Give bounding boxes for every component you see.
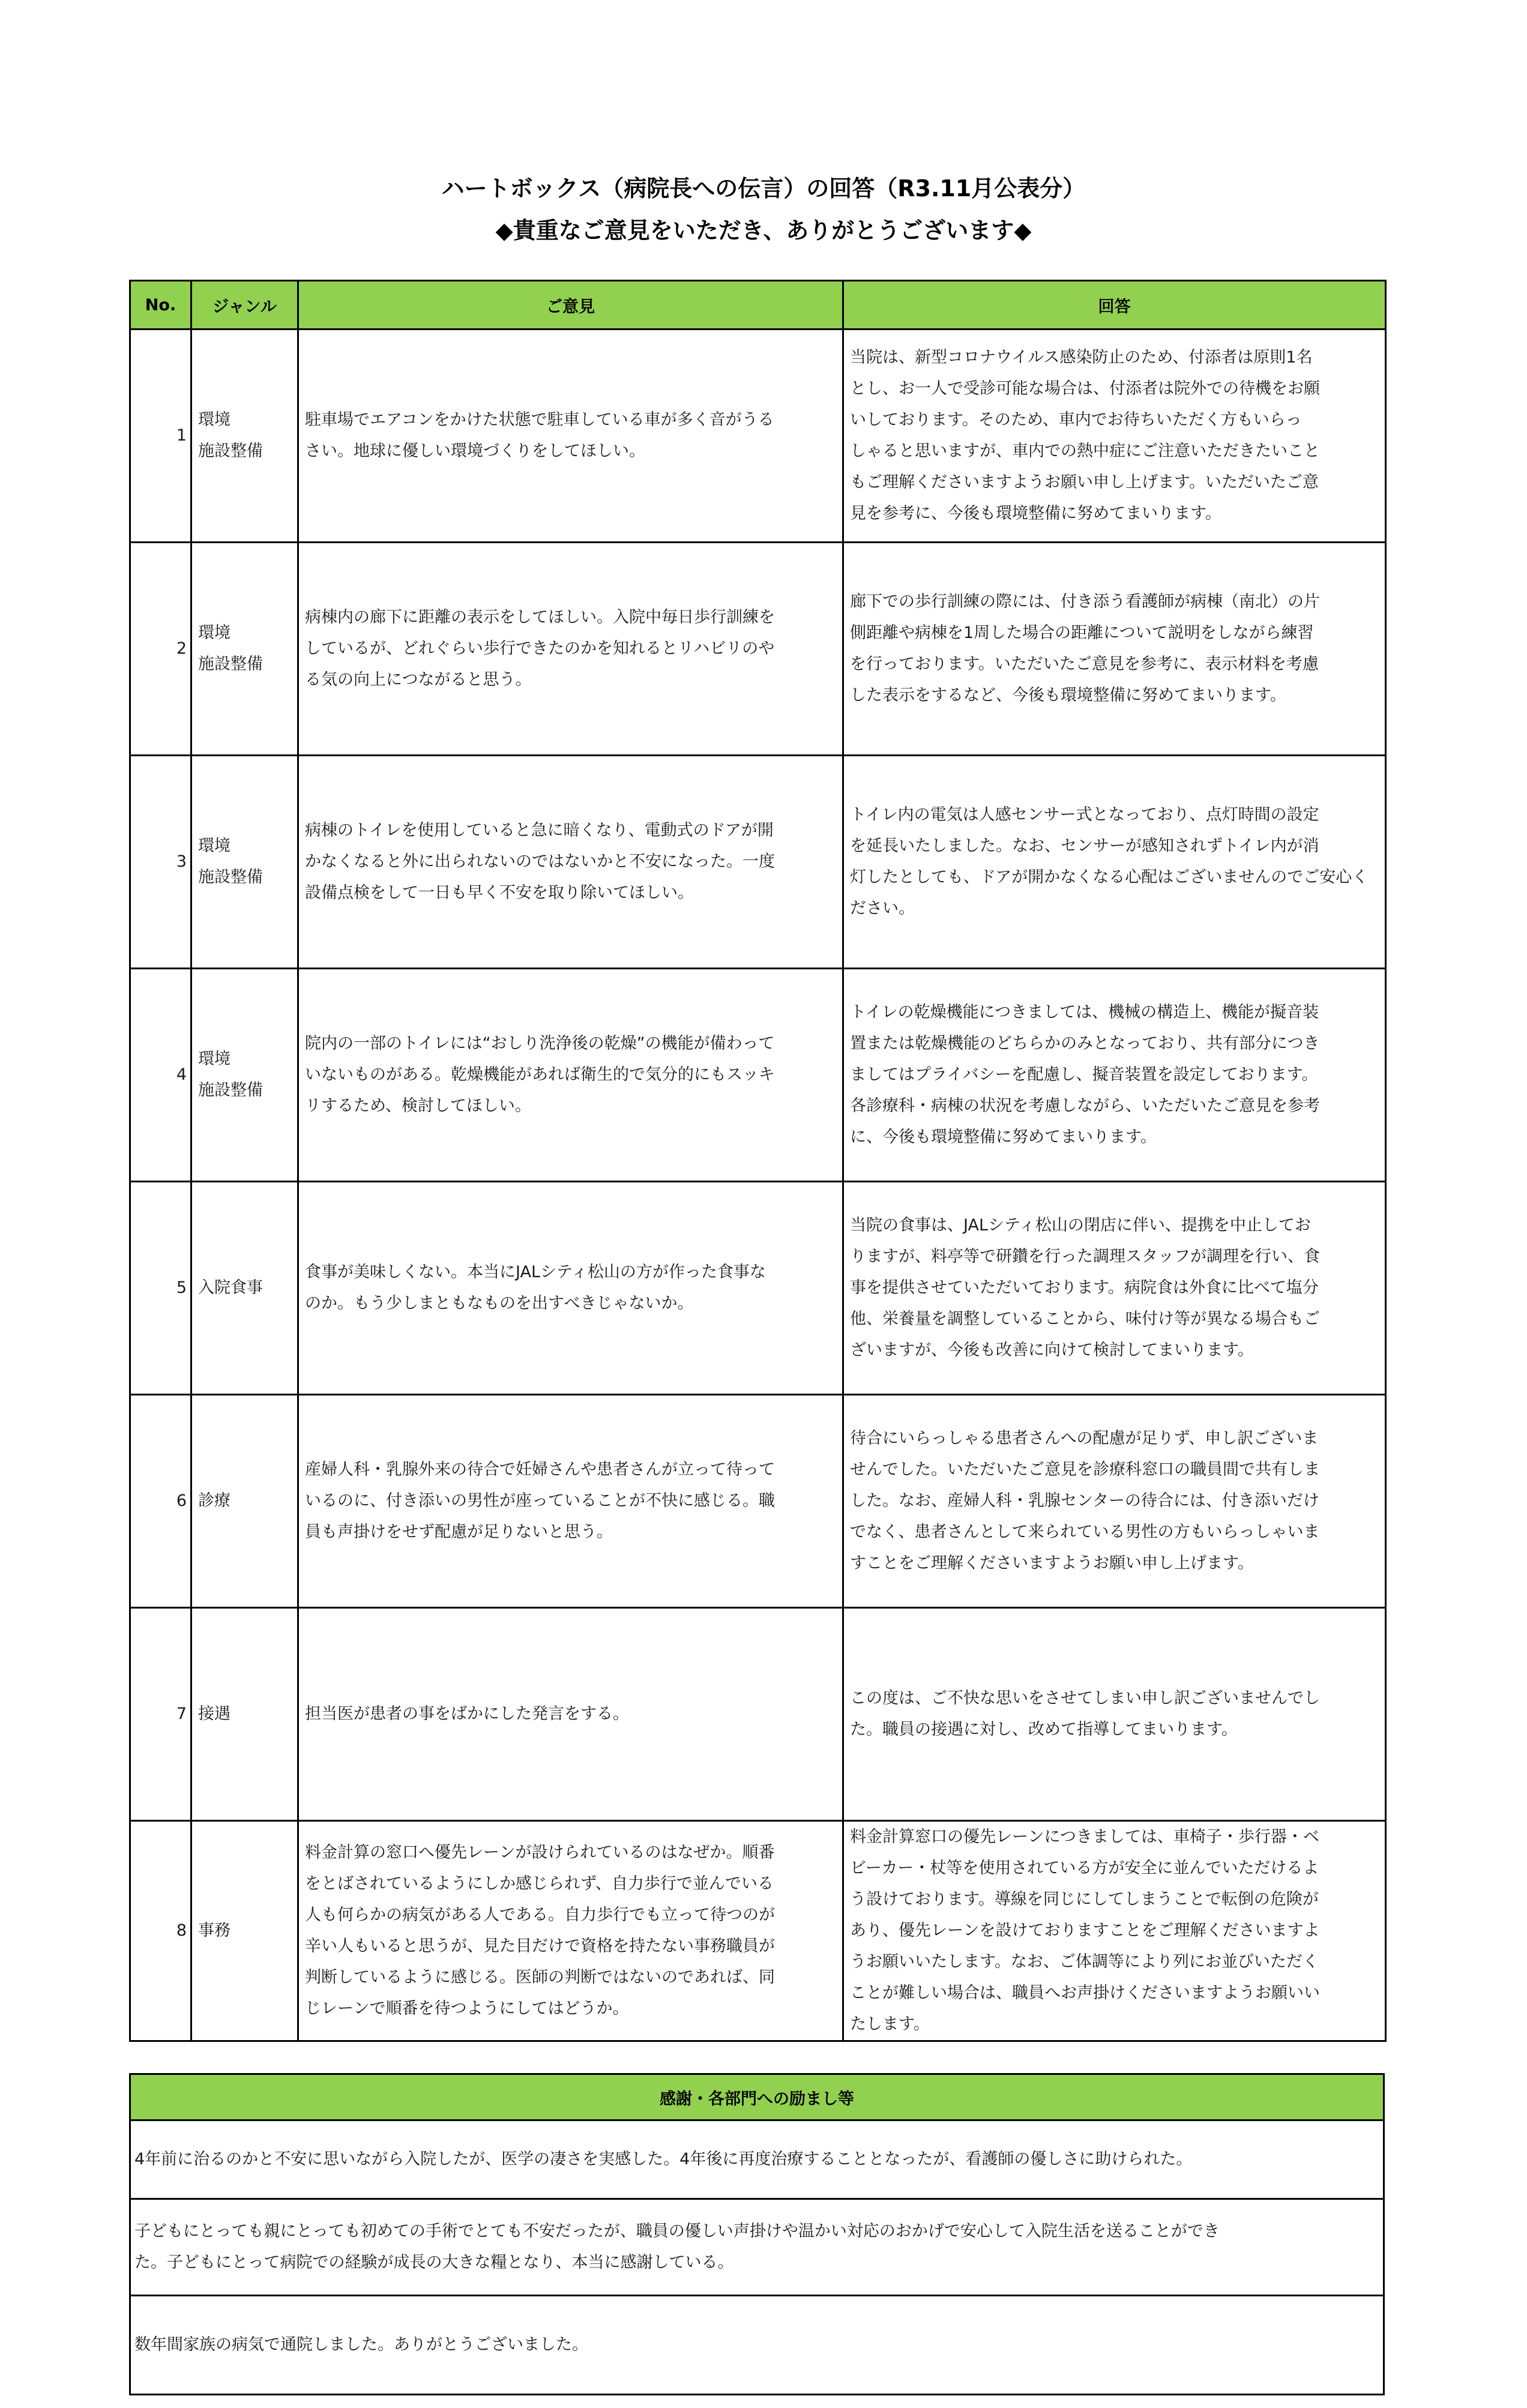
row-number: 3 bbox=[130, 756, 191, 969]
table-row bbox=[130, 969, 1386, 1182]
row-opinion: 担当医が患者の事をばかにした発言をする。 bbox=[298, 1608, 843, 1821]
row-number: 5 bbox=[130, 1182, 191, 1395]
row-answer: この度は、ご不快な思いをさせてしまい申し訳ございませんでし た。職員の接遇に対し、改めて指導してまいります。 bbox=[843, 1608, 1386, 1821]
row-answer: 当院の食事は、JALシティ松山の閉店に伴い、提携を中止してお りますが、料亭等で研鑽を行った調理スタッフが調理を行い、食 事を提供させていただいております。病院食は外食に比べて塩分 他、栄養量を調整していることから、味付け等が異なる場合もご ざいますが、今後も改善に向けて検討してまいります。 bbox=[843, 1182, 1386, 1395]
row-opinion: 病棟のトイレを使用していると急に暗くなり、電動式のドアが開 かなくなると外に出られないのではないかと不安になった。一度 設備点検をして一日も早く不安を取り除いてほしい。 bbox=[298, 756, 843, 969]
row-genre: 環境 施設整備 bbox=[191, 756, 298, 969]
header-answer: 回答 bbox=[843, 281, 1386, 330]
thanks-message: 数年間家族の病気で通院しました。ありがとうございました。 bbox=[130, 2296, 1384, 2395]
row-answer: 待合にいらっしゃる患者さんへの配慮が足りず、申し訳ございま せんでした。いただいたご意見を診療科窓口の職員間で共有しま した。なお、産婦人科・乳腺センターの待合には、付き添いだけ でなく、患者さんとして来られている男性の方もいらっしゃいま すことをご理解くださいますようお願い申し上げます。 bbox=[843, 1395, 1386, 1608]
table-row bbox=[130, 330, 1386, 543]
list-item bbox=[130, 2199, 1384, 2296]
table-row bbox=[130, 1821, 1386, 2041]
header-genre: ジャンル bbox=[191, 281, 298, 330]
table-row bbox=[130, 756, 1386, 969]
row-genre: 環境 施設整備 bbox=[191, 330, 298, 543]
row-genre: 診療 bbox=[191, 1395, 298, 1608]
thanks-header-row bbox=[130, 2074, 1384, 2121]
thanks-message: 子どもにとっても親にとっても初めての手術でとても不安だったが、職員の優しい声掛けや温かい対応のおかげで安心して入院生活を送ることができ た。子どもにとって病院での経験が成長の大きな糧となり、本当に感謝している。 bbox=[130, 2199, 1384, 2296]
row-number: 2 bbox=[130, 543, 191, 756]
thanks-message: 4年前に治るのかと不安に思いながら入院したが、医学の凄さを実感した。4年後に再度治療することとなったが、看護師の優しさに助けられた。 bbox=[130, 2121, 1384, 2199]
thanks-header: 感謝・各部門への励まし等 bbox=[130, 2074, 1384, 2121]
row-answer: トイレの乾燥機能につきましては、機械の構造上、機能が擬音装 置または乾燥機能のどちらかのみとなっており、共有部分につき ましてはプライバシーを配慮し、擬音装置を設定しております。 各診療科・病棟の状況を考慮しながら、いただいたご意見を参考 に、今後も環境整備に努めてまいります。 bbox=[843, 969, 1386, 1182]
row-opinion: 食事が美味しくない。本当にJALシティ松山の方が作った食事な のか。もう少しまともなものを出すべきじゃないか。 bbox=[298, 1182, 843, 1395]
row-number: 8 bbox=[130, 1821, 191, 2041]
page-subtitle: ◆貴重なご意見をいただき、ありがとうございます◆ bbox=[495, 217, 1032, 244]
row-answer: 料金計算窓口の優先レーンにつきましては、車椅子・歩行器・ベ ビーカー・杖等を使用されている方が安全に並んでいただけるよ う設けております。導線を同じにしてしまうことで転倒の危険が あり、優先レーンを設けておりますことをご理解くださいますよ うお願いいたします。なお、ご体調等により列にお並びいただく ことが難しい場合は、職員へお声掛けくださいますようお願いい たします。 bbox=[843, 1821, 1386, 2041]
row-number: 4 bbox=[130, 969, 191, 1182]
page-title: ハートボックス（病院長への伝言）の回答（R3.11月公表分） bbox=[441, 175, 1086, 202]
header-no: No. bbox=[130, 281, 191, 330]
row-answer: トイレ内の電気は人感センサー式となっており、点灯時間の設定 を延長いたしました。なお、センサーが感知されずトイレ内が消 灯したとしても、ドアが開かなくなる心配はございませんのでご安心く ださい。 bbox=[843, 756, 1386, 969]
row-genre: 接遇 bbox=[191, 1608, 298, 1821]
row-opinion: 病棟内の廊下に距離の表示をしてほしい。入院中毎日歩行訓練を しているが、どれぐらい歩行できたのかを知れるとリハビリのや る気の向上につながると思う。 bbox=[298, 543, 843, 756]
list-item bbox=[130, 2121, 1384, 2199]
table-row bbox=[130, 1608, 1386, 1821]
table-row bbox=[130, 1395, 1386, 1608]
row-number: 1 bbox=[130, 330, 191, 543]
table-header-row bbox=[130, 281, 1386, 330]
row-genre: 入院食事 bbox=[191, 1182, 298, 1395]
table-row bbox=[130, 543, 1386, 756]
table-row bbox=[130, 1182, 1386, 1395]
row-number: 7 bbox=[130, 1608, 191, 1821]
row-answer: 当院は、新型コロナウイルス感染防止のため、付添者は原則1名 とし、お一人で受診可能な場合は、付添者は院外での待機をお願 いしております。そのため、車内でお待ちいただく方もいらっ しゃると思いますが、車内での熱中症にご注意いただきたいこと もご理解くださいますようお願い申し上げます。いただいたご意 見を参考に、今後も環境整備に努めてまいります。 bbox=[843, 330, 1386, 543]
row-genre: 事務 bbox=[191, 1821, 298, 2041]
row-opinion: 駐車場でエアコンをかけた状態で駐車している車が多く音がうる さい。地球に優しい環境づくりをしてほしい。 bbox=[298, 330, 843, 543]
row-answer: 廊下での歩行訓練の際には、付き添う看護師が病棟（南北）の片 側距離や病棟を1周した場合の距離について説明をしながら練習 を行っております。いただいたご意見を参考に、表示材料を考慮 した表示をするなど、今後も環境整備に努めてまいります。 bbox=[843, 543, 1386, 756]
opinion-answer-table bbox=[129, 280, 1387, 2042]
row-genre: 環境 施設整備 bbox=[191, 969, 298, 1182]
header-opinion: ご意見 bbox=[298, 281, 843, 330]
row-opinion: 産婦人科・乳腺外来の待合で妊婦さんや患者さんが立って待って いるのに、付き添いの男性が座っていることが不快に感じる。職 員も声掛けをせず配慮が足りないと思う。 bbox=[298, 1395, 843, 1608]
row-genre: 環境 施設整備 bbox=[191, 543, 298, 756]
row-number: 6 bbox=[130, 1395, 191, 1608]
row-opinion: 料金計算の窓口へ優先レーンが設けられているのはなぜか。順番 をとばされているようにしか感じられず、自力歩行で並んでいる 人も何らかの病気がある人である。自力歩行でも立って待つのが 辛い人もいると思うが、見た目だけで資格を持たない事務職員が 判断しているように感じる。医師の判断ではないのであれば、同 じレーンで順番を待つようにしてはどうか。 bbox=[298, 1821, 843, 2041]
list-item bbox=[130, 2296, 1384, 2395]
thanks-table bbox=[129, 2073, 1385, 2395]
row-opinion: 院内の一部のトイレには“おしり洗浄後の乾燥”の機能が備わって いないものがある。乾燥機能があれば衛生的で気分的にもスッキ リするため、検討してほしい。 bbox=[298, 969, 843, 1182]
